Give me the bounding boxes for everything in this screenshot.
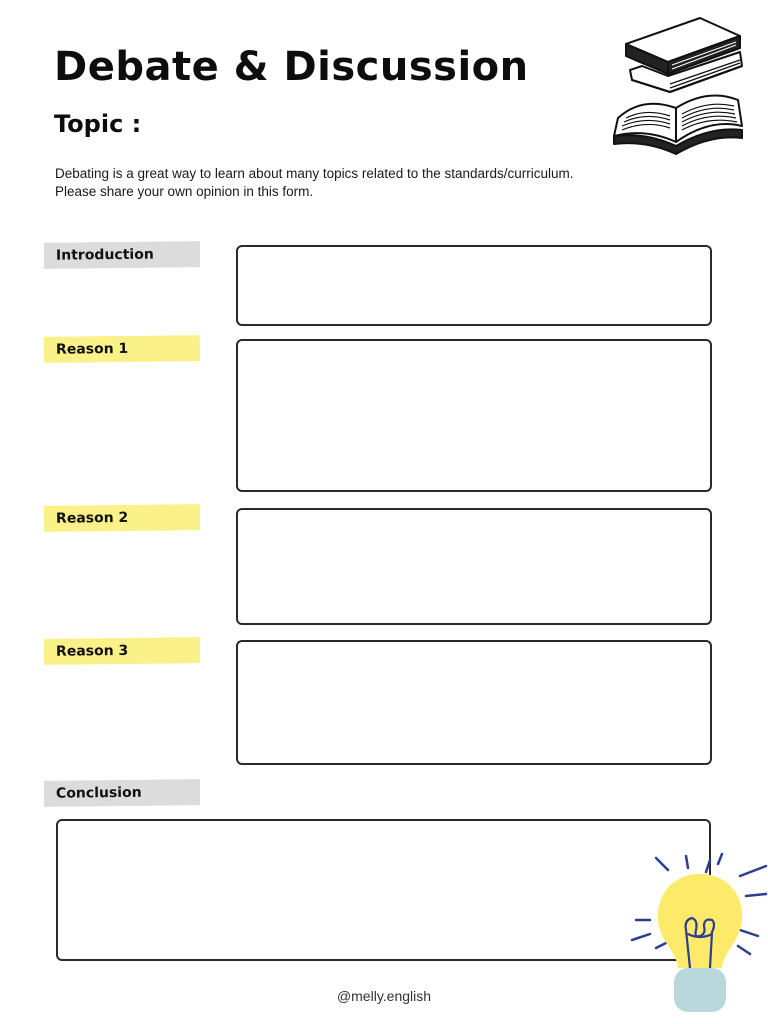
instructions-line-2: Please share your own opinion in this form.	[55, 184, 314, 199]
reason-2-answer-box[interactable]	[236, 508, 712, 625]
books-icon	[612, 14, 744, 160]
topic-label: Topic :	[54, 110, 142, 138]
instructions	[55, 165, 695, 201]
section-label-reason-1: Reason 1	[44, 335, 200, 363]
section-label-reason-3: Reason 3	[44, 637, 200, 665]
reason-1-answer-box[interactable]	[236, 339, 712, 492]
reason-3-answer-box[interactable]	[236, 640, 712, 765]
conclusion-answer-box[interactable]	[56, 819, 711, 961]
introduction-answer-box[interactable]	[236, 245, 712, 326]
instructions-line-1: Debating is a great way to learn about many topics related to the standards/curriculum.	[55, 166, 574, 181]
section-label-reason-2: Reason 2	[44, 504, 200, 532]
footer-credit: @melly.english	[336, 988, 432, 1004]
section-label-conclusion: Conclusion	[44, 779, 200, 807]
page-title: Debate & Discussion	[54, 44, 529, 90]
section-label-introduction: Introduction	[44, 241, 200, 269]
